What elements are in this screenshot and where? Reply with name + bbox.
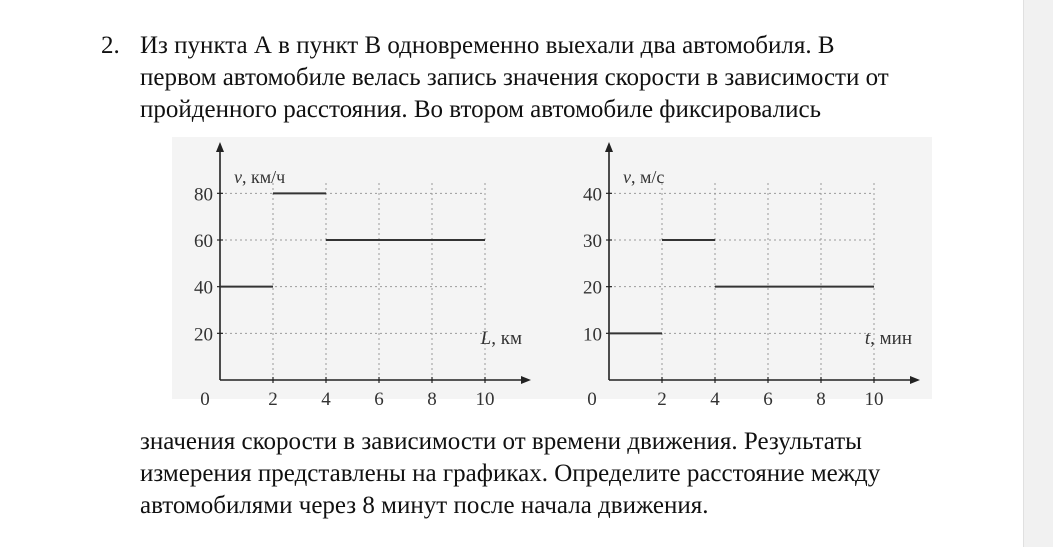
- x-tick-label: 8: [816, 389, 826, 410]
- text-line: первом автомобиле велась запись значения скорости в зависимости от: [140, 64, 889, 91]
- y-axis-label: v, м/с: [623, 167, 665, 187]
- x-axis-arrow: [910, 376, 920, 384]
- text-line: значения скорости в зависимости от времени движения. Результаты: [140, 428, 862, 455]
- x-axis-label: t, мин: [864, 328, 912, 349]
- x-tick-label: 8: [427, 389, 437, 410]
- x-axis-arrow: [521, 376, 531, 384]
- x-tick-label: 4: [710, 389, 720, 410]
- problem-text-top: [140, 30, 970, 126]
- x-tick-label: 2: [268, 389, 278, 410]
- y-axis-arrow: [216, 142, 224, 152]
- y-tick-label: 30: [583, 231, 602, 252]
- x-tick-label: 2: [657, 389, 667, 410]
- y-axis-arrow: [605, 142, 613, 152]
- origin-label: 0: [200, 389, 210, 410]
- y-tick-label: 20: [583, 277, 602, 299]
- x-tick-label: 10: [475, 389, 495, 410]
- y-tick-label: 60: [194, 231, 213, 252]
- y-tick-label: 10: [583, 324, 602, 346]
- x-tick-label: 4: [321, 389, 331, 410]
- y-tick-label: 80: [194, 184, 213, 206]
- x-tick-label: 10: [864, 389, 884, 410]
- y-tick-label: 40: [583, 184, 602, 206]
- problem-text-bottom: [140, 426, 970, 522]
- y-axis-label: v, км/ч: [234, 167, 286, 187]
- y-tick-label: 40: [194, 277, 213, 299]
- graphs-svg: [172, 137, 932, 410]
- y-tick-label: 20: [194, 324, 213, 346]
- scrollbar[interactable]: [1023, 0, 1053, 547]
- origin-label: 0: [587, 389, 597, 410]
- x-tick-label: 6: [763, 389, 773, 410]
- text-line: автомобилями через 8 минут после начала движения.: [140, 492, 709, 519]
- problem-number: 2.: [101, 32, 120, 59]
- x-tick-label: 6: [374, 389, 384, 410]
- graphs-figure: [172, 137, 932, 410]
- text-line: пройденного расстояния. Во втором автомобиле фиксировались: [140, 96, 822, 123]
- x-axis-label: L, км: [480, 328, 522, 349]
- text-line: измерения представлены на графиках. Определите расстояние между: [140, 460, 881, 487]
- text-line: Из пункта А в пункт В одновременно выехали два автомобиля. В: [140, 32, 835, 59]
